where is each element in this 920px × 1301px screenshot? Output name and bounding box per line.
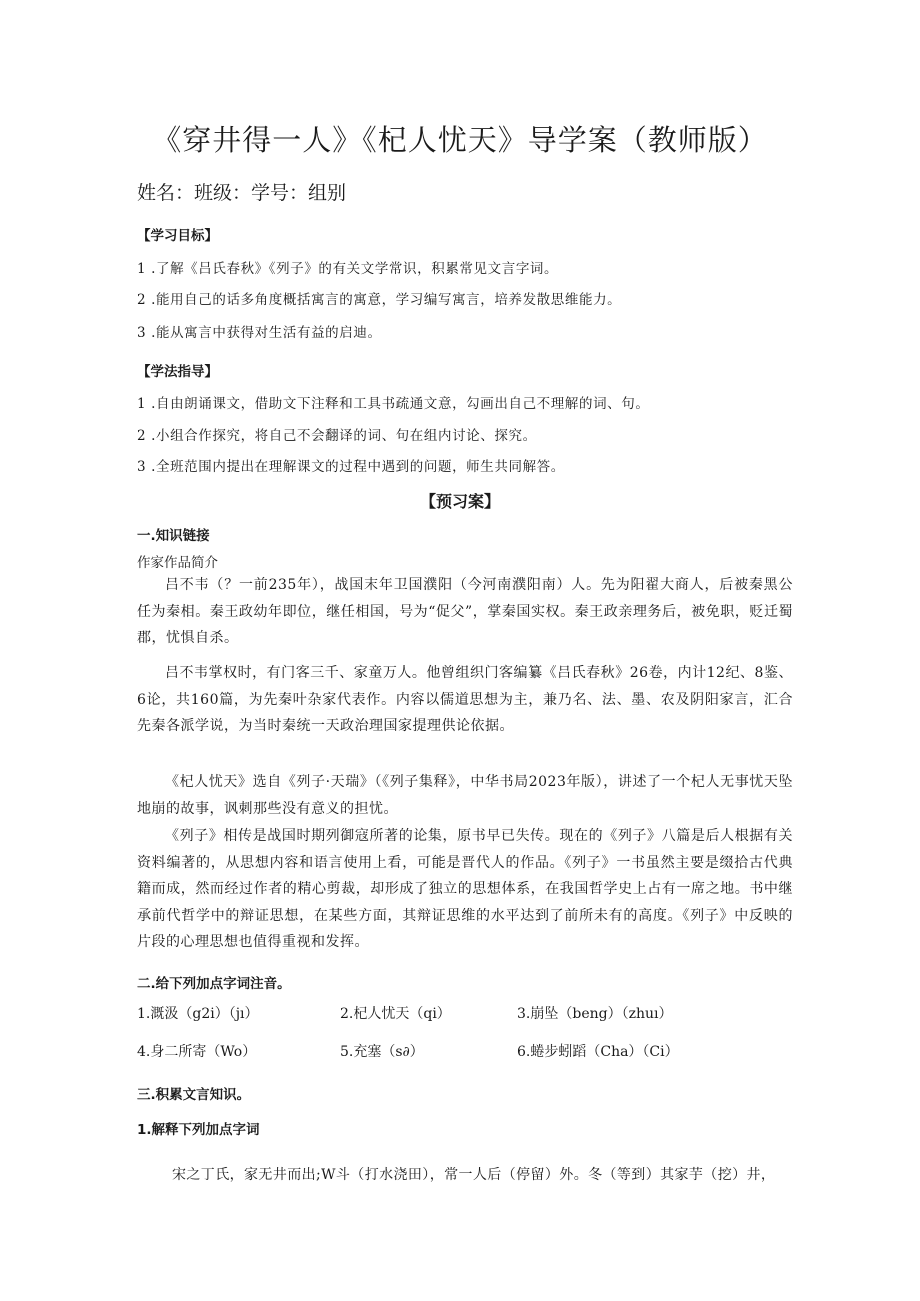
sub1-heading: 1.解释下列加点字词 (137, 1122, 260, 1138)
objective-item-1: 1 .了解《吕氏春秋》《列子》的有关文学常识，积累常见文言字词。 (137, 261, 559, 277)
paragraph-liezi-intro: 《列子》相传是战国时期列御寇所著的论集，原书早已失传。现在的《列子》八篇是后人根据有关资料编著的，从思想内容和语言使用上看，可能是晋代人的作品。《列子》一书虽然主要是缀拾古代典籍而成，然而经过作者的精心剪裁，却形成了独立的思想体系，在我国哲学史上占有一席之地。书中继承前代哲学中的辩证思想，在某些方面，其辩证思维的水平达到了前所未有的高度。《列子》中反映的片段的心理思想也值得重视和发挥。 (137, 828, 793, 950)
method-item-3: 3 .全班范围内提出在理解课文的过程中遇到的问题，师生共同解答。 (137, 459, 565, 475)
paragraph-lvshi-chunqiu: 吕不韦掌权时，有门客三千、家童万人。他曾组织门客编纂《吕氏春秋》26卷，内计12纪、8鉴、6论，共160篇，为先秦叶杂家代表作。内容以儒道思想为主，兼乃名、法、墨、农及阴阳家言，汇合先秦各派学说，为当时秦统一天政治理国家提理供论依据。 (137, 665, 793, 734)
method-item-2: 2 .小组合作探究，将自己不会翻译的词、句在组内讨论、探究。 (137, 428, 537, 444)
pinyin-item-3: 3.崩坠（beng）（zhuı） (517, 1006, 673, 1022)
pinyin-item-6: 6.蜷步蚓蹈（Cha）（Ci） (517, 1044, 679, 1060)
student-info-line: 姓名：班级：学号：组别 (137, 182, 347, 204)
objective-item-3: 3 .能从寓言中获得对生活有益的启迪。 (137, 325, 382, 341)
pinyin-item-2: 2.杞人忧天（qi） (340, 1006, 451, 1022)
method-item-1: 1 .自由朗诵课文，借助文下注释和工具书疏通文意，勾画出自己不理解的词、句。 (137, 396, 650, 412)
methods-heading: 【学法指导】 (137, 364, 218, 380)
section3-heading: 三.积累文言知识。 (137, 1087, 251, 1103)
document-title: 《穿井得一人》《杞人忧天》导学案（教师版） (152, 123, 768, 157)
pinyin-item-1: 1.溉汲（g2i）（jı） (137, 1006, 259, 1022)
pinyin-item-4: 4.身二所寄（Wo） (137, 1044, 257, 1060)
objective-item-2: 2 .能用自己的话多角度概括寓言的寓意，学习编写寓言，培养发散思维能力。 (137, 292, 622, 308)
preview-heading: 【预习案】 (419, 492, 500, 511)
author-intro-subheading: 作家作品简介 (137, 555, 218, 571)
paragraph-lv-buwei-bio: 吕不韦（？一前235年），战国末年卫国濮阳（今河南濮阳南）人。先为阳翟大商人，后被秦黑公任为秦相。秦王政幼年即位，继任相国，号为“促父”，掌秦国实权。秦王政亲理务后，被免职，贬迁蜀郡，忧惧自杀。 (137, 577, 793, 646)
objectives-heading: 【学习目标】 (137, 228, 218, 244)
paragraph-qiren-youtian-source: 《杞人忧天》选自《列子·天瑞》（《列子集释》，中华书局2023年版），讲述了一个杞人无事忧天坠地崩的故事，讽刺那些没有意义的担忧。 (137, 774, 793, 817)
section2-heading: 二.给下列加点字词注音。 (137, 976, 291, 992)
pinyin-item-5: 5.充塞（s∂） (340, 1044, 424, 1060)
section1-heading: 一.知识链接 (137, 528, 210, 544)
classical-text-line: 宋之丁氏，家无井而出;W斗（打水浇田），常一人后（停留）外。冬（等到）其家芋（挖）井， (172, 1167, 776, 1183)
